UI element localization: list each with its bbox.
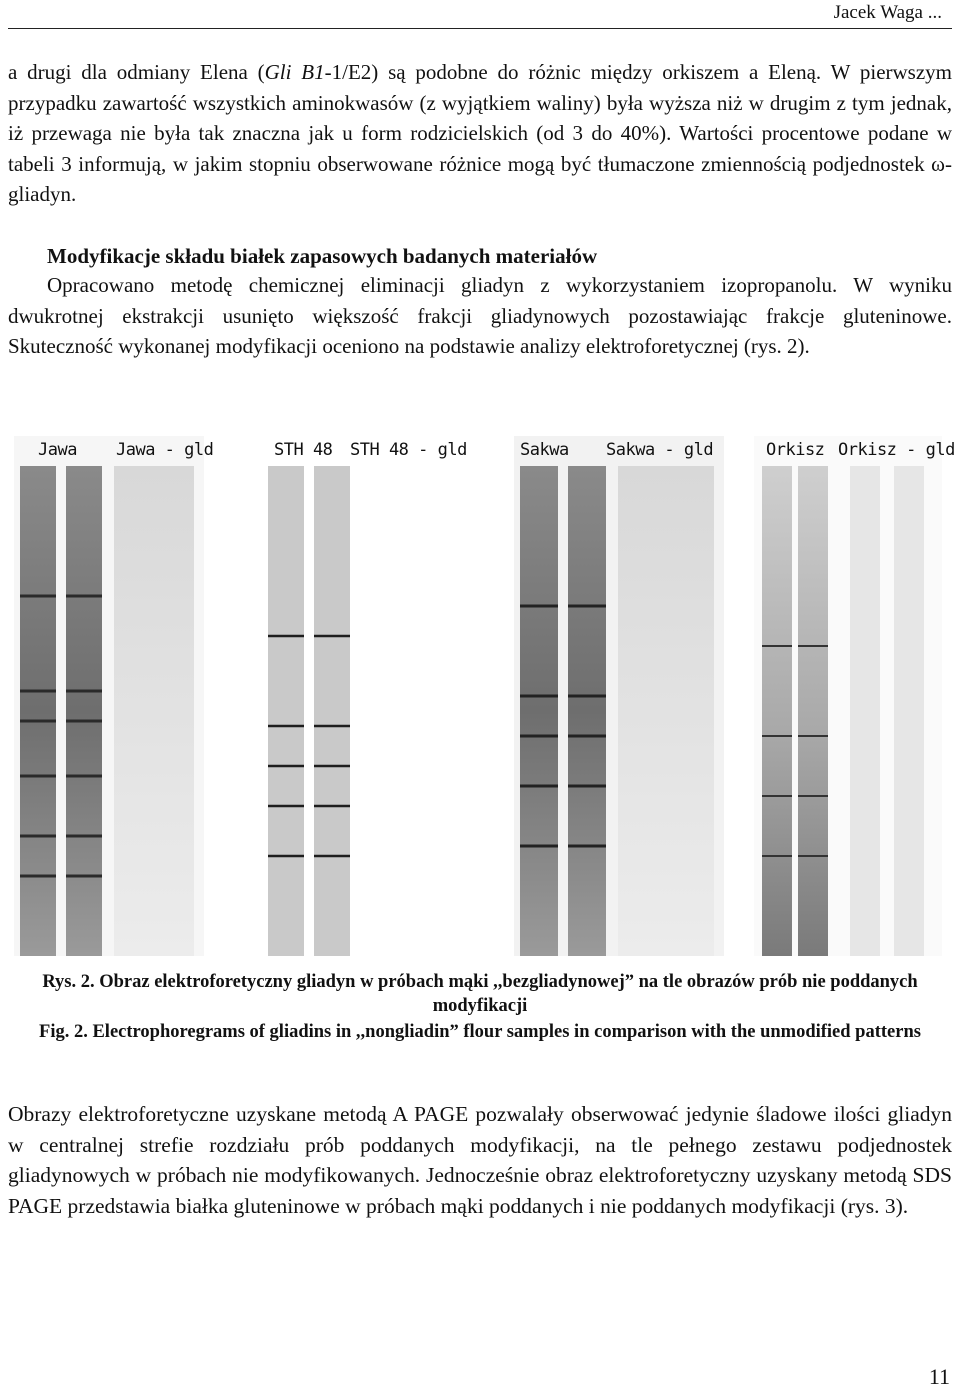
gel-image-orkisz	[754, 436, 942, 956]
lane-label-sakwa-gld: Sakwa - gld	[606, 440, 714, 460]
gel-image-sth48	[254, 436, 474, 956]
header-rule	[8, 28, 952, 29]
gel-panel-sth48	[254, 436, 474, 956]
gel-panel-sakwa	[514, 436, 724, 956]
running-head: Jacek Waga ...	[833, 2, 942, 23]
lane-label-sth48-gld: STH 48 - gld	[350, 440, 467, 460]
page-number: 11	[928, 1364, 950, 1389]
paragraph-1-prefix: a drugi dla odmiany Elena (	[8, 60, 265, 84]
lane-label-jawa-gld: Jawa - gld	[116, 440, 214, 460]
lane-label-sth48: STH 48	[274, 440, 333, 460]
gel-image-sakwa	[514, 436, 724, 956]
paragraph-3: Obrazy elektroforetyczne uzyskane metodą A PAGE pozwalały obserwować jedynie śladowe ilości gliadyn w centralnej strefie rozdziału prób poddanych modyfikacji, na tle pełnego zestawu podjednostek gliadynowych w próbach nie modyfikowanych. Jednocześnie obraz elektroforetyczny uzyskany metodą SDS PAGE przedstawia białka gluteninowe w próbach mąki poddanych i nie poddanych modyfikacji (rys. 3).	[8, 1102, 952, 1218]
gel-image-jawa	[14, 436, 204, 956]
gel-panel-orkisz	[754, 436, 942, 956]
lane-label-orkisz-gld: Orkisz - gld	[838, 440, 955, 460]
figure-caption-pl: Rys. 2. Obraz elektroforetyczny gliadyn w próbach mąki ,,bezgliadynowej” na tle obrazów prób nie poddanych modyfikacji	[42, 972, 918, 1016]
figure-caption-en: Fig. 2. Electrophoregrams of gliadins in ,,nongliadin” flour samples in comparison with the unmodified patterns	[39, 1022, 921, 1042]
lane-label-jawa: Jawa	[38, 440, 77, 460]
lane-label-orkisz: Orkisz	[766, 440, 825, 460]
paragraph-2: Opracowano metodę chemicznej eliminacji gliadyn z wykorzystaniem izopropanolu. W wyniku dwukrotnej ekstrakcji usunięto większość frakcji gliadynowych pozostawiając frakcje gluteninowe. Skuteczność wykonanej modyfikacji oceniono na podstawie analizy elektroforetycznej (rys. 2).	[8, 273, 952, 359]
paragraph-1-italic: Gli B1	[264, 60, 325, 84]
section-heading: Modyfikacje składu białek zapasowych badanych materiałów	[47, 244, 598, 268]
gel-panel-jawa	[14, 436, 204, 956]
paragraph-1-suffix: -1/E2) są podobne do różnic między orkiszem a Eleną. W pierwszym przypadku zawartość wszystkich aminokwasów (z wyjątkiem waliny) była wyższa niż w drugim z tym jednak, iż przewaga nie była tak znaczna jak u form rodzicielskich (od 3 do 40%). Wartości procentowe podane w tabeli 3 informują, w jakim stopniu obserwowane różnice mogą być tłumaczone zmiennością podjednostek ω-gliadyn.	[8, 60, 953, 207]
lane-label-sakwa: Sakwa	[520, 440, 569, 460]
electrophoresis-figure	[14, 436, 955, 956]
paragraph-1	[8, 57, 952, 210]
